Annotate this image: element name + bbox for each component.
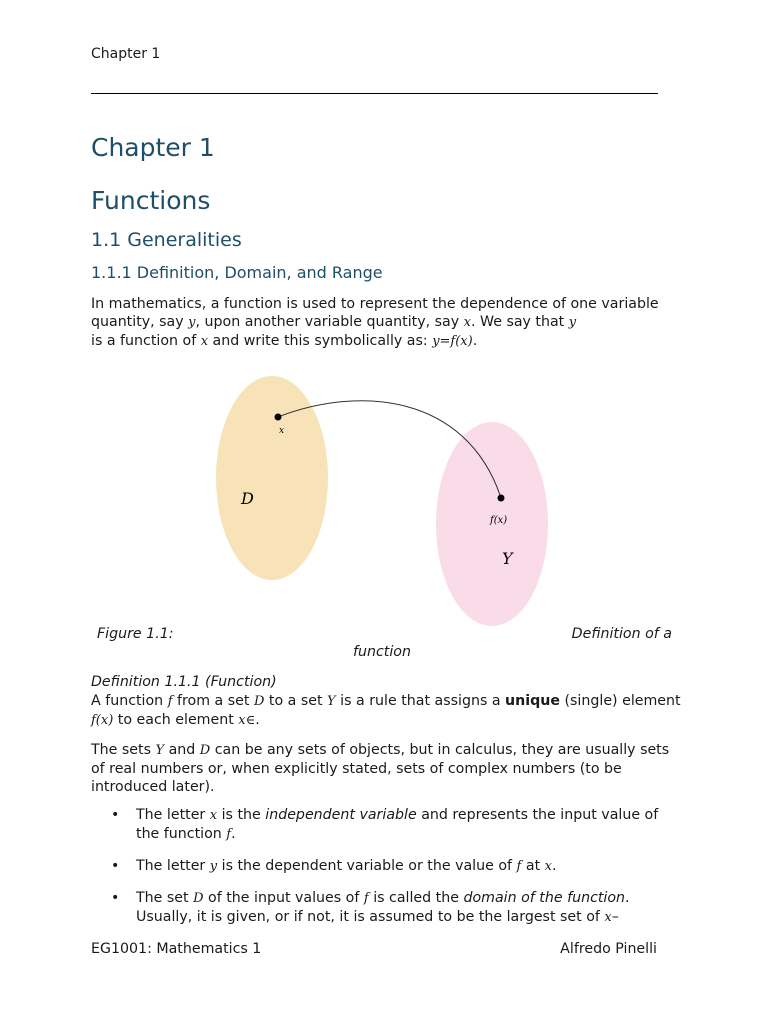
- fx-label: f(x): [490, 515, 508, 526]
- running-header: Chapter 1: [91, 46, 161, 62]
- definition-body: A function f from a set D to a set Y is a rule that assigns a unique (single) element f(x) to each element x∈.: [91, 693, 681, 728]
- list-item: • The letter y is the dependent variable or the value of f at x.: [111, 857, 686, 876]
- bullet-list: [111, 806, 686, 940]
- fx-point: [498, 495, 505, 502]
- chapter-title: Functions: [91, 186, 211, 215]
- x-point: [275, 414, 282, 421]
- domain-label: D: [241, 489, 254, 508]
- chapter-heading: Chapter 1: [91, 133, 215, 162]
- list-item: • The letter x is the independent variable and represents the input value of the function f.: [111, 806, 686, 844]
- list-item: • The set D of the input values of f is called the domain of the function. Usually, it is given, or if not, it is assumed to be the largest set of x–: [111, 889, 686, 927]
- section-heading: 1.1 Generalities: [91, 229, 242, 251]
- definition-title: Definition 1.1.1 (Function): [91, 674, 277, 690]
- footer-author: Alfredo Pinelli: [560, 941, 657, 957]
- sets-paragraph: The sets Y and D can be any sets of objects, but in calculus, they are usually sets of real numbers or, when explicitly stated, sets of complex numbers (to be introduced later).: [91, 742, 670, 795]
- codomain-label: Y: [502, 549, 513, 568]
- figure-caption-text: Definition of a: [571, 626, 672, 642]
- header-divider: [91, 93, 658, 94]
- x-label: x: [279, 426, 285, 436]
- figure-caption-label: Figure 1.1:: [97, 626, 174, 642]
- footer-course: EG1001: Mathematics 1: [91, 941, 262, 957]
- figure-caption-text-continued: function: [353, 644, 411, 660]
- function-mapping-figure: [200, 365, 570, 635]
- subsection-heading: 1.1.1 Definition, Domain, and Range: [91, 263, 383, 282]
- intro-paragraph: In mathematics, a function is used to represent the dependence of one variable quantity, say y, upon another variable quantity, say x. We say that y is a function of x and write this symbolically as: y=f(x).: [91, 296, 659, 349]
